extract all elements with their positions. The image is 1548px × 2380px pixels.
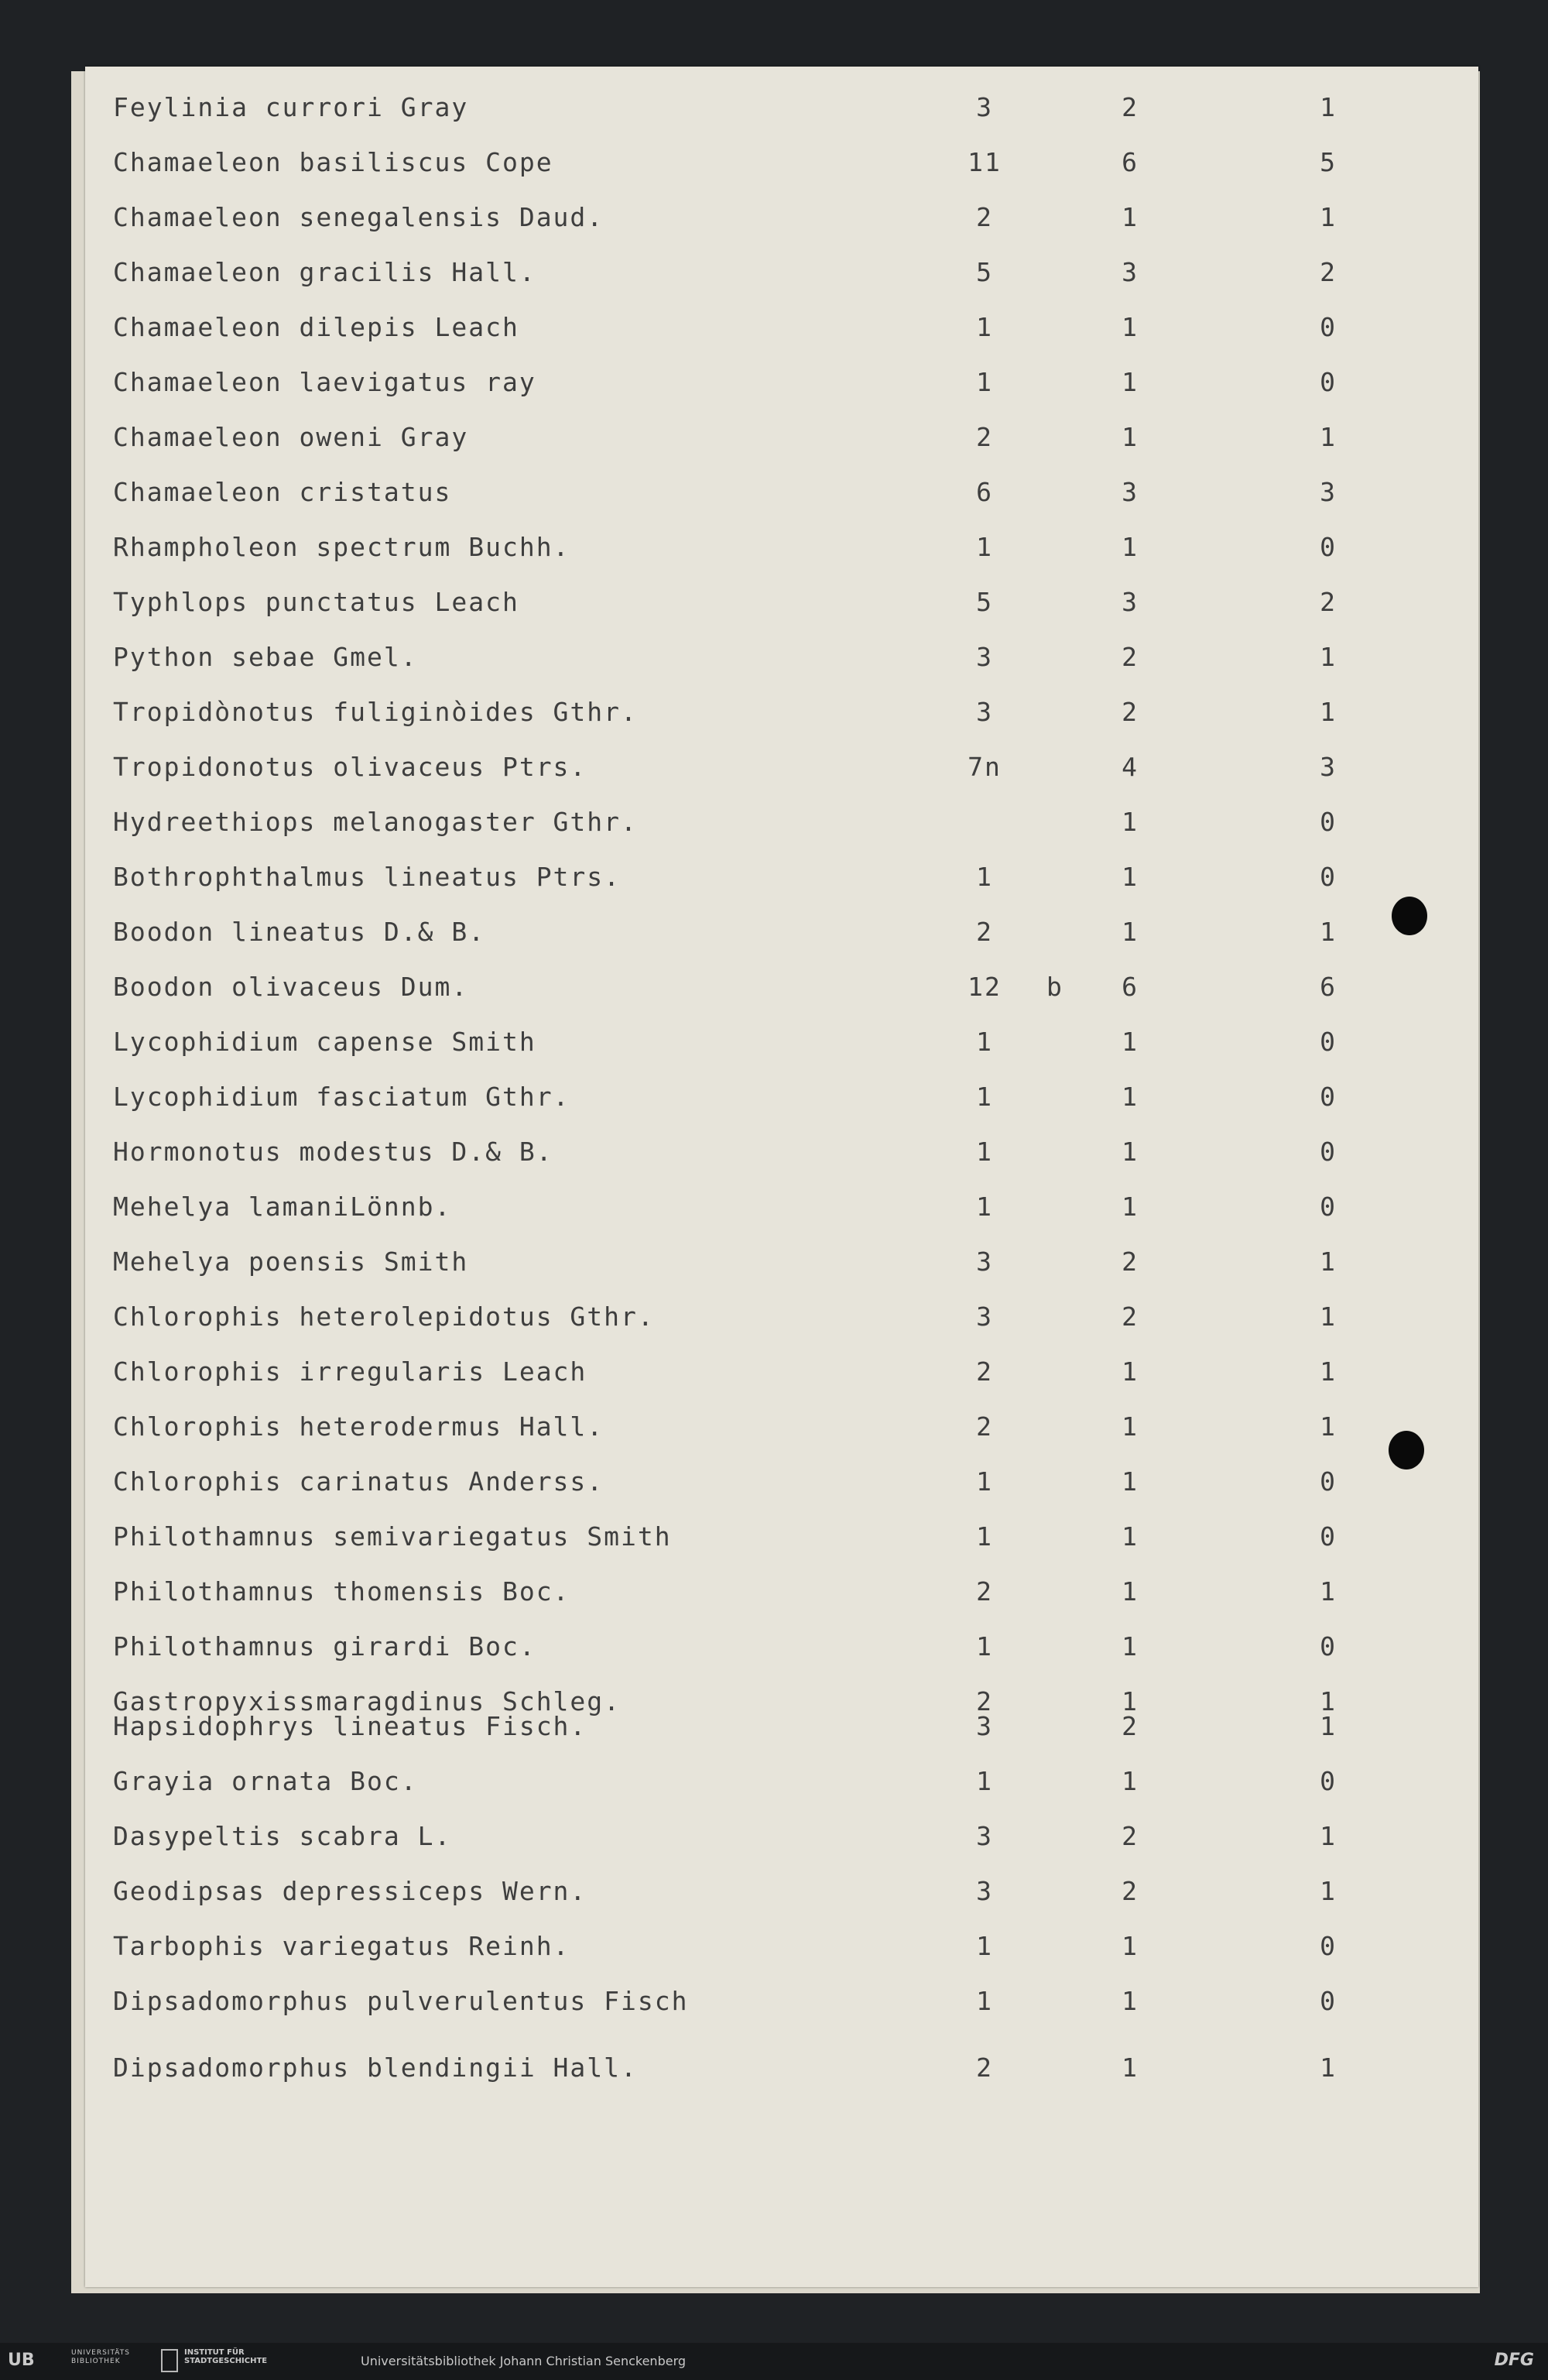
count-second: 4 — [1122, 752, 1139, 782]
table-row — [85, 913, 1478, 952]
table-row — [85, 1298, 1478, 1336]
count-total: 3 — [976, 1876, 993, 1906]
count-third: 0 — [1320, 1192, 1337, 1222]
count-third: 1 — [1320, 2052, 1337, 2083]
species-name: Chamaeleon dilepis Leach — [113, 312, 519, 342]
count-total: 1 — [976, 862, 993, 892]
count-second: 1 — [1122, 862, 1139, 892]
table-row — [85, 1817, 1478, 1856]
count-third: 0 — [1320, 807, 1337, 837]
table-row — [85, 2049, 1478, 2087]
species-name: Lycophidium fasciatum Gthr. — [113, 1082, 570, 1112]
count-third: 0 — [1320, 1466, 1337, 1497]
count-total: 11 — [968, 147, 1002, 177]
species-name: Bothrophthalmus lineatus Ptrs. — [113, 862, 622, 892]
count-second: 1 — [1122, 1931, 1139, 1961]
count-second: 2 — [1122, 92, 1139, 122]
count-third: 1 — [1320, 1821, 1337, 1851]
species-name: Philothamnus thomensis Boc. — [113, 1576, 570, 1607]
ub-library-text: UNIVERSITÄTS BIBLIOTHEK — [71, 2349, 130, 2365]
footer-bar — [0, 2343, 1548, 2380]
table-row — [85, 968, 1478, 1007]
species-name: Mehelya poensis Smith — [113, 1247, 469, 1277]
species-name: Gastropyxissmaragdinus Schleg. — [113, 1686, 622, 1716]
species-name: Chlorophis carinatus Anderss. — [113, 1466, 604, 1497]
count-third: 1 — [1320, 1711, 1337, 1741]
species-name: Boodon lineatus D.& B. — [113, 917, 486, 947]
count-second: 2 — [1122, 697, 1139, 727]
count-second: 3 — [1122, 477, 1139, 507]
count-total: 1 — [976, 1521, 993, 1552]
count-second: 6 — [1122, 972, 1139, 1002]
count-second: 1 — [1122, 1466, 1139, 1497]
count-third: 3 — [1320, 477, 1337, 507]
count-total: 5 — [976, 587, 993, 617]
count-third: 1 — [1320, 1686, 1337, 1716]
count-third: 0 — [1320, 1137, 1337, 1167]
species-name: Chamaeleon oweni Gray — [113, 422, 469, 452]
institute-text: INSTITUT FÜR STADTGESCHICHTE — [184, 2348, 268, 2365]
count-second: 3 — [1122, 257, 1139, 287]
count-third: 0 — [1320, 532, 1337, 562]
species-name: Chlorophis irregularis Leach — [113, 1356, 587, 1387]
table-row — [85, 748, 1478, 787]
count-third: 0 — [1320, 312, 1337, 342]
count-total: 1 — [976, 1082, 993, 1112]
table-row — [85, 583, 1478, 622]
species-name: Tarbophis variegatus Reinh. — [113, 1931, 570, 1961]
dfg-logo: DFG — [1494, 2351, 1534, 2370]
species-name: Python sebae Gmel. — [113, 642, 418, 672]
species-name: Mehelya lamaniLönnb. — [113, 1192, 452, 1222]
table-row — [85, 198, 1478, 237]
count-total: 2 — [976, 1411, 993, 1442]
count-third: 0 — [1320, 1631, 1337, 1662]
table-row — [85, 1872, 1478, 1911]
species-name: Boodon olivaceus Dum. — [113, 972, 469, 1002]
species-name: Hapsidophrys lineatus Fisch. — [113, 1711, 587, 1741]
table-row — [85, 528, 1478, 567]
count-second: 1 — [1122, 1027, 1139, 1057]
count-total: 2 — [976, 1576, 993, 1607]
species-name: Feylinia currori Gray — [113, 92, 469, 122]
species-name: Philothamnus girardi Boc. — [113, 1631, 536, 1662]
count-total: 3 — [976, 1711, 993, 1741]
count-third: 2 — [1320, 587, 1337, 617]
count-second: 1 — [1122, 312, 1139, 342]
table-row — [85, 1133, 1478, 1171]
count-total: 7n — [968, 752, 1002, 782]
margin-mark: b — [1046, 972, 1063, 1002]
count-third: 1 — [1320, 697, 1337, 727]
count-total: 3 — [976, 697, 993, 727]
table-row — [85, 1762, 1478, 1801]
count-third: 1 — [1320, 1576, 1337, 1607]
count-second: 1 — [1122, 1137, 1139, 1167]
count-total: 1 — [976, 1466, 993, 1497]
count-second: 2 — [1122, 1711, 1139, 1741]
document-page — [85, 67, 1478, 2287]
count-second: 1 — [1122, 1631, 1139, 1662]
count-third: 1 — [1320, 1411, 1337, 1442]
count-third: 1 — [1320, 1876, 1337, 1906]
count-total: 3 — [976, 1301, 993, 1332]
species-name: Chamaeleon gracilis Hall. — [113, 257, 536, 287]
table-row — [85, 1627, 1478, 1666]
species-name: Chamaeleon basiliscus Cope — [113, 147, 553, 177]
institute-icon — [161, 2349, 178, 2372]
table-row — [85, 1023, 1478, 1061]
count-total: 2 — [976, 202, 993, 232]
count-second: 1 — [1122, 367, 1139, 397]
count-total: 5 — [976, 257, 993, 287]
count-second: 1 — [1122, 917, 1139, 947]
table-row — [85, 473, 1478, 512]
count-total: 1 — [976, 1192, 993, 1222]
count-third: 1 — [1320, 1247, 1337, 1277]
species-name: Dipsadomorphus pulverulentus Fisch — [113, 1986, 689, 2016]
count-third: 0 — [1320, 1986, 1337, 2016]
count-second: 1 — [1122, 1686, 1139, 1716]
count-second: 2 — [1122, 642, 1139, 672]
count-third: 0 — [1320, 1082, 1337, 1112]
species-name: Hydreethiops melanogaster Gthr. — [113, 807, 638, 837]
table-row — [85, 88, 1478, 127]
table-row — [85, 803, 1478, 842]
count-total: 2 — [976, 422, 993, 452]
species-name: Geodipsas depressiceps Wern. — [113, 1876, 587, 1906]
count-total: 3 — [976, 1821, 993, 1851]
count-total: 1 — [976, 1137, 993, 1167]
count-second: 6 — [1122, 147, 1139, 177]
table-row — [85, 143, 1478, 182]
table-row — [85, 1707, 1478, 1746]
count-third: 0 — [1320, 1521, 1337, 1552]
table-row — [85, 1463, 1478, 1501]
count-second: 1 — [1122, 202, 1139, 232]
species-name: Typhlops punctatus Leach — [113, 587, 519, 617]
count-third: 0 — [1320, 1027, 1337, 1057]
count-total: 2 — [976, 917, 993, 947]
table-row — [85, 638, 1478, 677]
count-total: 1 — [976, 1631, 993, 1662]
count-total: 1 — [976, 532, 993, 562]
count-second: 1 — [1122, 2052, 1139, 2083]
species-name: Tropidonotus olivaceus Ptrs. — [113, 752, 587, 782]
count-second: 1 — [1122, 1356, 1139, 1387]
count-total: 3 — [976, 92, 993, 122]
count-total: 2 — [976, 1356, 993, 1387]
table-row — [85, 253, 1478, 292]
species-name: Dasypeltis scabra L. — [113, 1821, 452, 1851]
count-second: 2 — [1122, 1247, 1139, 1277]
count-third: 3 — [1320, 752, 1337, 782]
table-row — [85, 1982, 1478, 2021]
count-total: 2 — [976, 2052, 993, 2083]
table-row — [85, 693, 1478, 732]
count-second: 1 — [1122, 1082, 1139, 1112]
count-third: 0 — [1320, 1931, 1337, 1961]
table-row — [85, 1927, 1478, 1966]
count-third: 1 — [1320, 422, 1337, 452]
count-second: 2 — [1122, 1821, 1139, 1851]
count-third: 0 — [1320, 367, 1337, 397]
species-name: Chamaeleon senegalensis Daud. — [113, 202, 604, 232]
count-third: 5 — [1320, 147, 1337, 177]
count-third: 1 — [1320, 202, 1337, 232]
table-row — [85, 858, 1478, 897]
count-total: 2 — [976, 1686, 993, 1716]
table-row — [85, 1243, 1478, 1281]
count-total: 1 — [976, 1027, 993, 1057]
count-second: 1 — [1122, 1411, 1139, 1442]
count-total: 1 — [976, 1986, 993, 2016]
count-second: 3 — [1122, 587, 1139, 617]
count-second: 1 — [1122, 1192, 1139, 1222]
count-third: 2 — [1320, 257, 1337, 287]
count-total: 12 — [968, 972, 1002, 1002]
count-second: 1 — [1122, 1576, 1139, 1607]
count-second: 1 — [1122, 1766, 1139, 1796]
count-total: 3 — [976, 1247, 993, 1277]
count-total: 6 — [976, 477, 993, 507]
count-third: 1 — [1320, 917, 1337, 947]
count-second: 1 — [1122, 1521, 1139, 1552]
species-name: Chlorophis heterolepidotus Gthr. — [113, 1301, 655, 1332]
count-second: 1 — [1122, 422, 1139, 452]
species-name: Rhampholeon spectrum Buchh. — [113, 532, 570, 562]
species-name: Hormonotus modestus D.& B. — [113, 1137, 553, 1167]
count-third: 1 — [1320, 1301, 1337, 1332]
table-row — [85, 1572, 1478, 1611]
count-total: 1 — [976, 312, 993, 342]
table-row — [85, 1078, 1478, 1116]
table-row — [85, 418, 1478, 457]
count-total: 1 — [976, 1766, 993, 1796]
count-third: 0 — [1320, 862, 1337, 892]
table-row — [85, 1408, 1478, 1446]
species-name: Philothamnus semivariegatus Smith — [113, 1521, 672, 1552]
count-third: 0 — [1320, 1766, 1337, 1796]
species-name: Grayia ornata Boc. — [113, 1766, 418, 1796]
table-row — [85, 363, 1478, 402]
species-name: Dipsadomorphus blendingii Hall. — [113, 2052, 638, 2083]
count-total: 1 — [976, 1931, 993, 1961]
count-third: 1 — [1320, 1356, 1337, 1387]
table-row — [85, 1518, 1478, 1556]
count-second: 1 — [1122, 1986, 1139, 2016]
species-name: Lycophidium capense Smith — [113, 1027, 536, 1057]
species-name: Chlorophis heterodermus Hall. — [113, 1411, 604, 1442]
table-row — [85, 1353, 1478, 1391]
ub-logo: UB — [8, 2351, 35, 2370]
count-third: 6 — [1320, 972, 1337, 1002]
species-name: Tropidònotus fuliginòides Gthr. — [113, 697, 638, 727]
count-second: 1 — [1122, 807, 1139, 837]
count-total: 1 — [976, 367, 993, 397]
count-third: 1 — [1320, 92, 1337, 122]
species-name: Chamaeleon laevigatus ray — [113, 367, 536, 397]
table-row — [85, 1188, 1478, 1226]
credit-text: Universitätsbibliothek Johann Christian Senckenberg — [361, 2354, 687, 2368]
species-name: Chamaeleon cristatus — [113, 477, 452, 507]
count-second: 2 — [1122, 1876, 1139, 1906]
count-second: 1 — [1122, 532, 1139, 562]
count-second: 2 — [1122, 1301, 1139, 1332]
table-row — [85, 308, 1478, 347]
count-third: 1 — [1320, 642, 1337, 672]
count-total: 3 — [976, 642, 993, 672]
